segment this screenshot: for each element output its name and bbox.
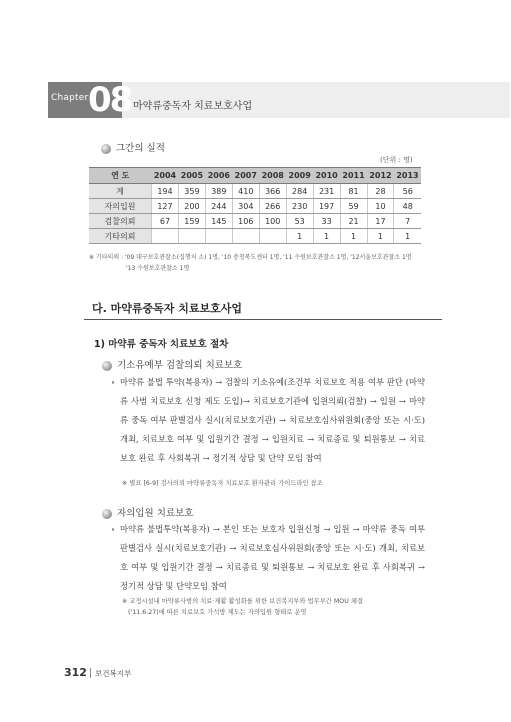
- paragraph-marker: ∘: [111, 524, 116, 534]
- table-cell: 67: [152, 214, 179, 229]
- table-cell: 266: [259, 199, 286, 214]
- table-row: [89, 229, 421, 244]
- mou-note-line1: ※ 교정시설내 마약류사범의 치료·재활 활성화를 위한 보건복지부와 법무부간 MOU 체결: [122, 598, 364, 605]
- heading-divider: [84, 319, 442, 320]
- chapter-number: 08: [88, 80, 132, 120]
- table-unit: (단위 : 명): [380, 156, 413, 164]
- table-cell: 48: [394, 199, 421, 214]
- mou-note-line2: ('11.6.27)에 따른 치료보호 가석방 제도는 자의입원 형태로 운영: [128, 609, 307, 616]
- main-heading: 다. 마약류중독자 치료보호사업: [92, 302, 242, 315]
- table-cell: 81: [340, 184, 367, 199]
- table-header-year: 2006: [205, 168, 232, 184]
- table-cell: 56: [394, 184, 421, 199]
- table-cell: [259, 229, 286, 244]
- guideline-reference: ※ 별표 [6-9] 검사의뢰 마약류중독자 치료보호 환자관리 가이드라인 참조: [122, 480, 323, 487]
- table-cell: 17: [367, 214, 394, 229]
- table-header-label: 연 도: [89, 168, 152, 184]
- paragraph-text: 마약류 불법투약(복용자) → 본인 또는 보호자 입원신청 → 입원 → 마약류 중독 여부 판별검사 실시(치료보호기관) → 치료보호심사위원회(중앙 또는 시·도) 개최, 치료보호 여부 및 입원기간 결정 → 치료종료 및 퇴원통보 → 치료보호 완료 후 사회복귀 → 정기적 상담 및 단약모임 참여: [120, 524, 425, 591]
- bullet-icon: [102, 361, 112, 371]
- table-cell: 200: [178, 199, 205, 214]
- table-cell: 410: [232, 184, 259, 199]
- table-cell: 304: [232, 199, 259, 214]
- table-header-year: 2010: [313, 168, 340, 184]
- table-cell: [232, 229, 259, 244]
- table-cell: 10: [367, 199, 394, 214]
- chapter-title: 마약류중독자 치료보호사업: [133, 101, 253, 112]
- table-cell: [178, 229, 205, 244]
- chapter-label: Chapter: [51, 93, 89, 103]
- table-header-year: 2011: [340, 168, 367, 184]
- section-heading-text: 그간의 실적: [116, 143, 165, 154]
- bullet-icon: [101, 144, 111, 154]
- section-heading-voluntary: [102, 505, 193, 519]
- page-number: 312: [64, 666, 87, 679]
- table-cell: 7: [394, 214, 421, 229]
- section-heading-history: [101, 140, 165, 154]
- table-cell: 1: [394, 229, 421, 244]
- table-header-year: 2004: [152, 168, 179, 184]
- table-cell: 59: [340, 199, 367, 214]
- table-cell: 53: [286, 214, 313, 229]
- section-heading-prosecution: [102, 357, 242, 371]
- table-cell: 197: [313, 199, 340, 214]
- table-row: [89, 199, 421, 214]
- table-cell: 230: [286, 199, 313, 214]
- table-cell: 145: [205, 214, 232, 229]
- table-header-year: 2008: [259, 168, 286, 184]
- paragraph-text: 마약류 불법 투약(복용자) → 검찰의 기소유예(조건부 치료보호 적용 여부 판단 (마약류 사범 치료보호 신청 제도 도입)→ 치료보호기관에 입원의뢰(검찰) → 입원 → 마약류 중독 여부 판별검사 실시(치료보호기관) → 치료보호심사위원회(중앙 또는 시·도) 개최, 치료보호 여부 및 입원기간 결정 → 입원치료 → 치료종료 및 퇴원통보 → 치료보호 완료 후 사회복귀 → 정기적 상담 및 단약 모임 참여: [120, 377, 425, 463]
- table-note-line1: ※ 기타의뢰 : '09 대구보호관찰소(집행처 소) 1명, '10 충청북도센터 1명, '11 수원보호관찰소 1명, '12서울보호관찰소 1명: [89, 254, 412, 261]
- table-cell: 194: [152, 184, 179, 199]
- table-cell: 159: [178, 214, 205, 229]
- table-header-year: 2013: [394, 168, 421, 184]
- sub-heading: 1) 마약류 중독자 치료보호 절차: [94, 339, 229, 350]
- table-cell: 1: [313, 229, 340, 244]
- table-cell: 1: [340, 229, 367, 244]
- table-note-line2: '13 수원보호관찰소 1명: [126, 265, 190, 272]
- row-label: 계: [89, 184, 152, 199]
- table-cell: 359: [178, 184, 205, 199]
- table-cell: [205, 229, 232, 244]
- table-row: [89, 184, 421, 199]
- procedure-paragraph-voluntary: [111, 520, 425, 596]
- table-cell: [152, 229, 179, 244]
- table-cell: 244: [205, 199, 232, 214]
- row-label: 기타의뢰: [89, 229, 152, 244]
- footer-divider: [90, 668, 91, 678]
- table-header-year: 2009: [286, 168, 313, 184]
- table-cell: 1: [286, 229, 313, 244]
- table-cell: 28: [367, 184, 394, 199]
- table-header-year: 2007: [232, 168, 259, 184]
- table-cell: 231: [313, 184, 340, 199]
- table-cell: 366: [259, 184, 286, 199]
- table-cell: 33: [313, 214, 340, 229]
- table-header-row: [89, 168, 421, 184]
- table-header-year: 2005: [178, 168, 205, 184]
- table-cell: 106: [232, 214, 259, 229]
- table-header-year: 2012: [367, 168, 394, 184]
- row-label: 검찰의뢰: [89, 214, 152, 229]
- table-cell: 1: [367, 229, 394, 244]
- table-cell: 284: [286, 184, 313, 199]
- table-cell: 100: [259, 214, 286, 229]
- table-cell: 21: [340, 214, 367, 229]
- table-cell: 389: [205, 184, 232, 199]
- footer-organization: 보건복지부: [95, 669, 132, 678]
- row-label: 자의입원: [89, 199, 152, 214]
- section-heading-text: 기소유예부 검찰의뢰 치료보호: [117, 360, 243, 371]
- table-cell: 127: [152, 199, 179, 214]
- bullet-icon: [102, 509, 112, 519]
- statistics-table: [89, 167, 421, 244]
- section-heading-text: 자의입원 치료보호: [117, 508, 194, 519]
- table-row: [89, 214, 421, 229]
- procedure-paragraph-prosecution: [111, 373, 425, 468]
- paragraph-marker: ∘: [111, 377, 116, 387]
